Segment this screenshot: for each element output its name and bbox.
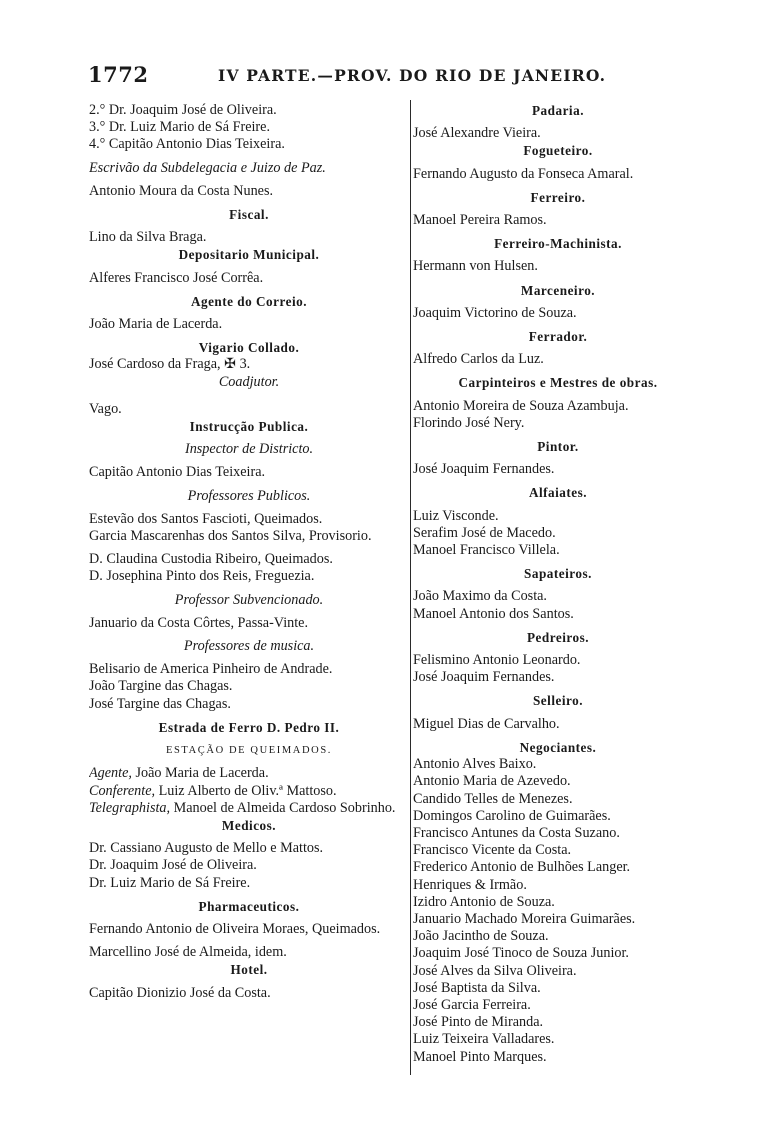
role-value: João Maria de Lacerda. xyxy=(131,765,269,782)
list-item: Capitão Antonio Dias Teixeira. xyxy=(89,464,266,481)
role-value: Luiz Alberto de Oliv.ª Mattoso. xyxy=(155,782,337,799)
list-item: Florindo José Nery. xyxy=(413,414,525,431)
section-heading-ferrador: Ferrador. xyxy=(528,329,588,345)
table-row: José Garcia Ferreira. xyxy=(413,996,531,1013)
list-item: Fernando Augusto da Fonseca Amaral. xyxy=(413,165,634,182)
section-heading-agente: Agente do Correio. xyxy=(190,293,308,309)
section-heading-ferreiro-machinista: Ferreiro-Machinista. xyxy=(494,236,622,252)
section-heading-depositario: Depositario Municipal. xyxy=(178,247,320,263)
table-row: Domingos Carolino de Guimarães. xyxy=(413,807,611,824)
role-label: Conferente, xyxy=(89,782,156,799)
section-heading-padaria: Padaria. xyxy=(532,103,584,118)
list-item: Felismino Antonio Leonardo. xyxy=(413,652,581,669)
table-row: Antonio Maria de Azevedo. xyxy=(413,773,571,790)
list-item: 4.° Capitão Antonio Dias Teixeira. xyxy=(89,136,285,153)
page-header xyxy=(88,62,608,88)
table-row: Francisco Vicente da Costa. xyxy=(413,842,572,859)
table-row: Candido Telles de Menezes. xyxy=(413,790,573,807)
list-item: José Joaquim Fernandes. xyxy=(413,669,555,686)
list-item: Serafim José de Macedo. xyxy=(413,524,556,541)
table-row: Joaquim José Tinoco de Souza Junior. xyxy=(413,945,629,962)
section-heading-fiscal: Fiscal. xyxy=(229,207,269,223)
list-item: Alfredo Carlos da Luz. xyxy=(413,351,544,368)
list-item: Vago. xyxy=(89,400,122,417)
list-item: 3.° Dr. Luiz Mario de Sá Freire. xyxy=(89,119,271,136)
role-label: Telegraphista, xyxy=(89,799,171,816)
section-heading-alfaiates: Alfaiates. xyxy=(528,485,588,501)
table-row: Frederico Antonio de Bulhões Langer. xyxy=(413,859,631,876)
table-row: José Alves da Silva Oliveira. xyxy=(413,962,577,979)
list-item: José Cardoso da Fraga, ✠ 3. xyxy=(89,356,251,373)
list-item: Garcia Mascarenhas dos Santos Silva, Provisorio. xyxy=(89,528,372,545)
list-item: Antonio Moura da Costa Nunes. xyxy=(89,182,274,199)
list-item: Dr. Luiz Mario de Sá Freire. xyxy=(89,874,251,891)
page-number: 1772 xyxy=(88,62,149,87)
section-heading-inspector: Inspector de Districto. xyxy=(184,441,314,458)
section-heading-professores: Professores Publicos. xyxy=(187,487,311,504)
list-item: Fernando Antonio de Oliveira Moraes, Queimados. xyxy=(89,920,381,937)
list-item: Lino da Silva Braga. xyxy=(89,229,207,246)
list-item: José Alexandre Vieira. xyxy=(413,125,541,142)
section-heading-pintor: Pintor. xyxy=(537,439,579,455)
section-heading-medicos: Medicos. xyxy=(221,817,277,833)
list-item xyxy=(89,800,409,817)
list-item: 2.° Dr. Joaquim José de Oliveira. xyxy=(89,102,277,118)
section-heading-fogueteiro: Fogueteiro. xyxy=(523,143,593,159)
list-item: João Maria de Lacerda. xyxy=(89,316,223,333)
column-divider xyxy=(410,100,411,1075)
section-heading-sapateiros: Sapateiros. xyxy=(524,566,592,582)
list-item: Alferes Francisco José Corrêa. xyxy=(89,269,264,286)
table-row: Januario Machado Moreira Guimarães. xyxy=(413,910,636,927)
list-item xyxy=(89,765,409,782)
list-item: Joaquim Victorino de Souza. xyxy=(413,304,577,321)
section-heading-selleiro: Selleiro. xyxy=(532,693,584,709)
list-item: Januario da Costa Côrtes, Passa-Vinte. xyxy=(89,614,309,631)
right-column xyxy=(413,102,703,1066)
section-heading-carpinteiros: Carpinteiros e Mestres de obras. xyxy=(458,375,658,391)
section-heading-estrada: Estrada de Ferro D. Pedro II. xyxy=(158,719,340,735)
list-item: Belisario de America Pinheiro de Andrade. xyxy=(89,661,333,678)
table-row: Antonio Alves Baixo. xyxy=(413,756,537,773)
list-item: D. Josephina Pinto dos Reis, Freguezia. xyxy=(89,568,315,585)
list-item: D. Claudina Custodia Ribeiro, Queimados. xyxy=(89,551,333,568)
role-value: Manoel de Almeida Cardoso Sobrinho. xyxy=(170,799,396,816)
list-item xyxy=(89,783,409,800)
section-heading-musica: Professores de musica. xyxy=(183,638,315,655)
list-item: José Joaquim Fernandes. xyxy=(413,461,555,478)
table-row: Luiz Teixeira Valladares. xyxy=(413,1031,555,1048)
section-heading-escrivao: Escrivão da Subdelegacia e Juizo de Paz. xyxy=(89,159,326,176)
section-heading-pharma: Pharmaceuticos. xyxy=(198,898,300,914)
list-item: Manoel Pereira Ramos. xyxy=(413,212,547,229)
section-heading-coadjutor: Coadjutor. xyxy=(218,373,280,390)
list-item: Estevão dos Santos Fascioti, Queimados. xyxy=(89,510,323,527)
section-heading-ferreiro: Ferreiro. xyxy=(530,189,586,205)
table-row: José Baptista da Silva. xyxy=(413,979,541,996)
list-item: Miguel Dias de Carvalho. xyxy=(413,715,560,732)
table-row: Henriques & Irmão. xyxy=(413,876,527,893)
list-item: João Targine das Chagas. xyxy=(89,678,233,695)
section-heading-pedreiros: Pedreiros. xyxy=(526,629,589,645)
list-item: Antonio Moreira de Souza Azambuja. xyxy=(413,397,629,414)
role-label: Agente, xyxy=(89,765,132,782)
section-heading-instrucao: Instrucção Publica. xyxy=(189,419,309,435)
section-heading-marceneiro: Marceneiro. xyxy=(520,282,596,298)
list-item: Dr. Cassiano Augusto de Mello e Mattos. xyxy=(89,840,324,857)
section-heading-hotel: Hotel. xyxy=(230,962,268,978)
section-heading-negociantes: Negociantes. xyxy=(519,739,597,755)
list-item: Hermann von Hulsen. xyxy=(413,258,538,275)
table-row: João Jacintho de Souza. xyxy=(413,928,549,945)
running-title: IV PARTE.—PROV. DO RIO DE JANEIRO. xyxy=(218,66,607,85)
table-row: José Pinto de Miranda. xyxy=(413,1014,544,1031)
table-row: Manoel Pinto Marques. xyxy=(413,1048,547,1065)
list-item: Marcellino José de Almeida, idem. xyxy=(89,944,287,961)
table-row: Francisco Antunes da Costa Suzano. xyxy=(413,824,620,841)
list-item: Manoel Francisco Villela. xyxy=(413,542,560,559)
list-item: Dr. Joaquim José de Oliveira. xyxy=(89,857,257,874)
list-item: Manoel Antonio dos Santos. xyxy=(413,605,574,622)
list-item: José Targine das Chagas. xyxy=(89,695,231,712)
list-item: João Maximo da Costa. xyxy=(413,588,547,605)
section-heading-subvencionado: Professor Subvencionado. xyxy=(174,591,324,608)
table-row: Izidro Antonio de Souza. xyxy=(413,893,555,910)
section-heading-estacao: ESTAÇÃO DE QUEIMADOS. xyxy=(165,745,333,757)
left-column xyxy=(89,102,409,1002)
list-item: Luiz Visconde. xyxy=(413,507,499,524)
section-heading-vigario: Vigario Collado. xyxy=(198,340,300,356)
list-item: Capitão Dionizio José da Costa. xyxy=(89,984,271,1001)
